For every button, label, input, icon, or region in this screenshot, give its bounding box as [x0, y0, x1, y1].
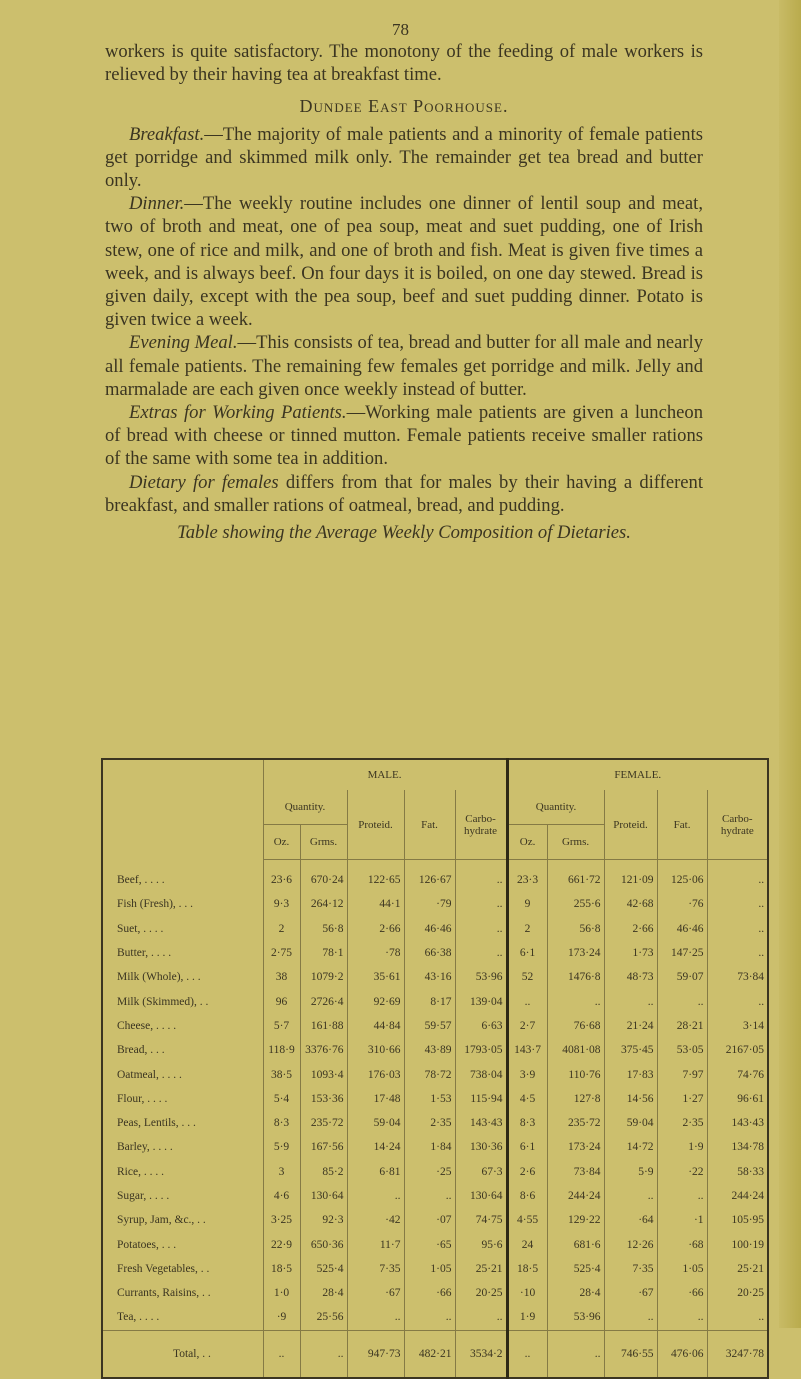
male-cell: 264·12	[300, 892, 347, 916]
male-cell: 14·24	[347, 1135, 404, 1159]
header-blank	[102, 759, 263, 860]
female-cell: 143·7	[507, 1038, 547, 1062]
female-cell: ·67	[604, 1281, 657, 1305]
male-cell: 43·89	[404, 1038, 455, 1062]
male-proteid-header: Proteid.	[347, 790, 404, 860]
male-cell: 130·36	[455, 1135, 507, 1159]
female-cell: 1·73	[604, 941, 657, 965]
male-cell: ..	[455, 860, 507, 893]
row-label: Sugar, . . . .	[117, 1190, 170, 1202]
male-cell: 176·03	[347, 1062, 404, 1086]
intro-paragraph: workers is quite satisfactory. The monotony of the feeding of male workers is relieved by their having tea at breakfast time.	[105, 41, 703, 86]
female-cell: ·64	[604, 1208, 657, 1232]
female-cell: 59·04	[604, 1111, 657, 1135]
male-cell: 7·35	[347, 1257, 404, 1281]
female-cell: ..	[547, 989, 604, 1013]
male-cell: 46·46	[404, 917, 455, 941]
male-cell: ..	[455, 1305, 507, 1330]
male-cell: ..	[347, 1184, 404, 1208]
female-cell: 14·72	[604, 1135, 657, 1159]
female-cell: 21·24	[604, 1014, 657, 1038]
row-label: Fresh Vegetables, . .	[117, 1262, 210, 1275]
male-cell: 115·94	[455, 1087, 507, 1111]
row-label: Currants, Raisins, . .	[117, 1287, 211, 1300]
female-cell: 18·5	[507, 1257, 547, 1281]
female-cell: 52	[507, 965, 547, 989]
female-cell: 143·43	[707, 1111, 768, 1135]
male-cell: 38	[263, 965, 300, 989]
female-cell: 4081·08	[547, 1038, 604, 1062]
table-row	[102, 1305, 768, 1330]
male-quantity-header: Quantity.	[263, 790, 347, 825]
male-cell: ·42	[347, 1208, 404, 1232]
male-cell: 92·69	[347, 989, 404, 1013]
female-cell: 17·83	[604, 1062, 657, 1086]
male-cell: 28·4	[300, 1281, 347, 1305]
female-cell: 24	[507, 1232, 547, 1256]
male-cell: 2·35	[404, 1111, 455, 1135]
row-label: Cheese, . . . .	[117, 1019, 177, 1032]
female-cell: 235·72	[547, 1111, 604, 1135]
row-label: Suet, . . . .	[117, 922, 164, 935]
male-cell: 67·3	[455, 1160, 507, 1184]
male-cell: ·25	[404, 1160, 455, 1184]
male-cell: 235·72	[300, 1111, 347, 1135]
female-cell: ·10	[507, 1281, 547, 1305]
row-label: Tea, . . . .	[117, 1311, 160, 1324]
male-cell: 78·1	[300, 941, 347, 965]
male-cell: 1·53	[404, 1087, 455, 1111]
table-row	[102, 1208, 768, 1232]
table-row	[102, 1087, 768, 1111]
male-cell: 59·57	[404, 1014, 455, 1038]
female-cell: ·1	[657, 1208, 707, 1232]
table-row	[102, 892, 768, 916]
female-cell: 2	[507, 917, 547, 941]
male-cell: 139·04	[455, 989, 507, 1013]
female-cell: 56·8	[547, 917, 604, 941]
male-cell: 525·4	[300, 1257, 347, 1281]
female-cell: 12·26	[604, 1232, 657, 1256]
extras-paragraph	[105, 401, 703, 471]
male-cell: ·65	[404, 1232, 455, 1256]
female-cell: 5·9	[604, 1160, 657, 1184]
female-cell: 8·6	[507, 1184, 547, 1208]
female-cell: 3·14	[707, 1014, 768, 1038]
female-header: FEMALE.	[507, 759, 768, 790]
male-cell: 161·88	[300, 1014, 347, 1038]
female-cell: 74·76	[707, 1062, 768, 1086]
male-cell: ..	[300, 1330, 347, 1378]
female-cell: 3·9	[507, 1062, 547, 1086]
section-heading: Dundee East Poorhouse.	[299, 96, 509, 117]
male-cell: ·67	[347, 1281, 404, 1305]
breakfast-lead: Breakfast.	[129, 123, 205, 145]
male-cell: ..	[347, 1305, 404, 1330]
extras-text: —Working male patients are given a luncheon of bread with cheese or tinned mutton. Female patients receive smaller rations of the same with some tea in addition.	[105, 402, 703, 470]
female-cell: 1·9	[507, 1305, 547, 1330]
dinner-text: —The weekly routine includes one dinner of lentil soup and meat, two of broth and meat, one of pea soup, meat and suet pudding, one of Irish stew, one of rice and milk, and one of broth and fish. Meat is given five times a week, and is always beef. On four days it is boiled, on one day stewed. Bread is given daily, except with the pea soup, beef and suet pudding dinner. Potato is given twice a week.	[105, 193, 703, 331]
female-cell: 244·24	[707, 1184, 768, 1208]
male-cell: 6·63	[455, 1014, 507, 1038]
female-cell: ..	[657, 1184, 707, 1208]
female-cell: 121·09	[604, 860, 657, 893]
male-cell: 66·38	[404, 941, 455, 965]
female-cell: 105·95	[707, 1208, 768, 1232]
male-cell: ..	[455, 892, 507, 916]
male-cell: 8·17	[404, 989, 455, 1013]
female-cell: 661·72	[547, 860, 604, 893]
table-row	[102, 1160, 768, 1184]
body-text	[105, 40, 703, 544]
male-cell: 78·72	[404, 1062, 455, 1086]
table-row	[102, 1111, 768, 1135]
male-cell: ·78	[347, 941, 404, 965]
female-cell: 28·21	[657, 1014, 707, 1038]
female-cell: 7·97	[657, 1062, 707, 1086]
female-cell: 53·96	[547, 1305, 604, 1330]
male-cell: 74·75	[455, 1208, 507, 1232]
table-row	[102, 1135, 768, 1159]
female-cell: ..	[657, 1305, 707, 1330]
male-cell: 85·2	[300, 1160, 347, 1184]
page-edge	[779, 0, 801, 1328]
male-cell: 130·64	[300, 1184, 347, 1208]
female-cell: 76·68	[547, 1014, 604, 1038]
female-cell: 476·06	[657, 1330, 707, 1378]
row-label: Bread, . . .	[117, 1044, 165, 1057]
male-cell: 482·21	[404, 1330, 455, 1378]
male-carbo-header: Carbo-hydrate	[455, 790, 507, 860]
female-cell: 6·1	[507, 941, 547, 965]
row-label: Barley, . . . .	[117, 1141, 173, 1154]
female-cell: 100·19	[707, 1232, 768, 1256]
row-label: Fish (Fresh), . . .	[117, 898, 194, 911]
male-cell: 6·81	[347, 1160, 404, 1184]
row-label: Milk (Skimmed), . .	[117, 995, 209, 1008]
male-cell: 3376·76	[300, 1038, 347, 1062]
male-cell: 1·84	[404, 1135, 455, 1159]
female-cell: 746·55	[604, 1330, 657, 1378]
female-cell: ·68	[657, 1232, 707, 1256]
male-cell: 18·5	[263, 1257, 300, 1281]
females-text: differs from that for males by their having a different breakfast, and smaller rations of oatmeal, bread, and pudding.	[105, 471, 703, 516]
female-cell: 129·22	[547, 1208, 604, 1232]
table-caption: Table showing the Average Weekly Composition of Dietaries.	[177, 522, 631, 544]
female-cell: ..	[707, 1305, 768, 1330]
male-cell: 23·6	[263, 860, 300, 893]
female-cell: 42·68	[604, 892, 657, 916]
male-cell: 3534·2	[455, 1330, 507, 1378]
male-cell: 143·43	[455, 1111, 507, 1135]
male-oz-header: Oz.	[263, 825, 300, 860]
male-cell: 22·9	[263, 1232, 300, 1256]
row-label: Flour, . . . .	[117, 1092, 168, 1105]
evening-text: —This consists of tea, bread and butter for all male and nearly all female patients. The remaining few females get porridge and milk. Jelly and marmalade are each given once weekly instead of butter.	[105, 332, 703, 400]
male-cell: 126·67	[404, 860, 455, 893]
male-cell: 5·4	[263, 1087, 300, 1111]
female-cell: 2167·05	[707, 1038, 768, 1062]
female-cell: 53·05	[657, 1038, 707, 1062]
female-cell: 3247·78	[707, 1330, 768, 1378]
male-cell: 25·56	[300, 1305, 347, 1330]
female-cell: ·22	[657, 1160, 707, 1184]
breakfast-text: —The majority of male patients and a minority of female patients get porridge and skimmed milk only. The remainder get tea bread and butter only.	[105, 123, 703, 192]
male-cell: 153·36	[300, 1087, 347, 1111]
male-cell: ·66	[404, 1281, 455, 1305]
evening-paragraph	[105, 331, 703, 401]
female-cell: 173·24	[547, 1135, 604, 1159]
male-cell: 95·6	[455, 1232, 507, 1256]
male-grms-header: Grms.	[300, 825, 347, 860]
female-carbo-header: Carbo-hydrate	[707, 790, 768, 860]
female-cell: 2·35	[657, 1111, 707, 1135]
female-grms-header: Grms.	[547, 825, 604, 860]
female-cell: 125·06	[657, 860, 707, 893]
male-cell: 4·6	[263, 1184, 300, 1208]
total-row	[102, 1330, 768, 1378]
evening-lead: Evening Meal.	[129, 332, 238, 354]
females-lead: Dietary for females	[129, 471, 279, 493]
female-cell: ..	[707, 989, 768, 1013]
female-cell: 25·21	[707, 1257, 768, 1281]
female-cell: 2·6	[507, 1160, 547, 1184]
male-cell: 1793·05	[455, 1038, 507, 1062]
dietary-table	[101, 758, 769, 1379]
male-cell: 2726·4	[300, 989, 347, 1013]
row-label: Potatoes, . . .	[117, 1238, 177, 1251]
male-cell: 43·16	[404, 965, 455, 989]
female-cell: 681·6	[547, 1232, 604, 1256]
male-cell: 44·1	[347, 892, 404, 916]
female-cell: 6·1	[507, 1135, 547, 1159]
male-cell: 92·3	[300, 1208, 347, 1232]
male-cell: 53·96	[455, 965, 507, 989]
male-cell: 2	[263, 917, 300, 941]
female-cell: 173·24	[547, 941, 604, 965]
row-label: Beef, . . . .	[117, 873, 165, 886]
female-cell: ..	[604, 1184, 657, 1208]
female-cell: 14·56	[604, 1087, 657, 1111]
female-cell: 9	[507, 892, 547, 916]
female-cell: 1·9	[657, 1135, 707, 1159]
female-cell: 28·4	[547, 1281, 604, 1305]
female-cell: ..	[707, 860, 768, 893]
female-cell: 20·25	[707, 1281, 768, 1305]
table-row	[102, 989, 768, 1013]
female-oz-header: Oz.	[507, 825, 547, 860]
female-cell: ·66	[657, 1281, 707, 1305]
male-cell: ..	[455, 941, 507, 965]
page-number: 78	[392, 20, 409, 39]
females-paragraph	[105, 471, 703, 517]
female-cell: 134·78	[707, 1135, 768, 1159]
table-row	[102, 941, 768, 965]
female-cell: 23·3	[507, 860, 547, 893]
table-row	[102, 1014, 768, 1038]
female-cell: 73·84	[707, 965, 768, 989]
male-cell: 1·0	[263, 1281, 300, 1305]
table-row	[102, 1062, 768, 1086]
table-row	[102, 1281, 768, 1305]
male-cell: ..	[455, 917, 507, 941]
row-label: Oatmeal, . . . .	[117, 1068, 182, 1081]
male-cell: 947·73	[347, 1330, 404, 1378]
male-cell: 3·25	[263, 1208, 300, 1232]
female-cell: 127·8	[547, 1087, 604, 1111]
male-cell: 5·7	[263, 1014, 300, 1038]
male-cell: 38·5	[263, 1062, 300, 1086]
female-cell: 525·4	[547, 1257, 604, 1281]
male-cell: 122·65	[347, 860, 404, 893]
male-cell: 650·36	[300, 1232, 347, 1256]
male-cell: ..	[404, 1184, 455, 1208]
female-cell: 375·45	[604, 1038, 657, 1062]
female-cell: 244·24	[547, 1184, 604, 1208]
female-fat-header: Fat.	[657, 790, 707, 860]
male-cell: 670·24	[300, 860, 347, 893]
table-row	[102, 1184, 768, 1208]
female-cell: ..	[707, 941, 768, 965]
row-label: Rice, . . . .	[117, 1165, 164, 1178]
female-cell: 147·25	[657, 941, 707, 965]
male-cell: ·79	[404, 892, 455, 916]
female-cell: 1·27	[657, 1087, 707, 1111]
female-cell: 1·05	[657, 1257, 707, 1281]
male-cell: ·07	[404, 1208, 455, 1232]
male-cell: 3	[263, 1160, 300, 1184]
row-label: Syrup, Jam, &c., . .	[117, 1214, 206, 1227]
female-cell: 7·35	[604, 1257, 657, 1281]
male-cell: 310·66	[347, 1038, 404, 1062]
female-cell: ..	[707, 892, 768, 916]
male-cell: 130·64	[455, 1184, 507, 1208]
male-cell: 59·04	[347, 1111, 404, 1135]
female-cell: 255·6	[547, 892, 604, 916]
table-row	[102, 917, 768, 941]
extras-lead: Extras for Working Patients.	[129, 402, 347, 424]
female-cell: 4·55	[507, 1208, 547, 1232]
male-cell: 25·21	[455, 1257, 507, 1281]
female-cell: 73·84	[547, 1160, 604, 1184]
male-cell: 20·25	[455, 1281, 507, 1305]
male-cell: ..	[263, 1330, 300, 1378]
female-cell: 110·76	[547, 1062, 604, 1086]
male-cell: ..	[404, 1305, 455, 1330]
male-fat-header: Fat.	[404, 790, 455, 860]
male-cell: ·9	[263, 1305, 300, 1330]
female-cell: ..	[707, 917, 768, 941]
dinner-lead: Dinner.	[129, 193, 185, 215]
male-cell: 44·84	[347, 1014, 404, 1038]
row-label: Butter, . . . .	[117, 947, 172, 960]
male-cell: 5·9	[263, 1135, 300, 1159]
female-cell: 58·33	[707, 1160, 768, 1184]
row-label: Peas, Lentils, . . .	[117, 1117, 196, 1130]
female-cell: 59·07	[657, 965, 707, 989]
male-cell: 1079·2	[300, 965, 347, 989]
female-cell: ..	[547, 1330, 604, 1378]
female-cell: ..	[604, 989, 657, 1013]
male-cell: 11·7	[347, 1232, 404, 1256]
breakfast-paragraph	[105, 123, 703, 193]
row-label: Milk (Whole), . . .	[117, 971, 201, 984]
male-cell: 2·66	[347, 917, 404, 941]
female-cell: 4·5	[507, 1087, 547, 1111]
table-row	[102, 860, 768, 893]
male-cell: 8·3	[263, 1111, 300, 1135]
table-row	[102, 1038, 768, 1062]
male-cell: 17·48	[347, 1087, 404, 1111]
male-cell: 118·9	[263, 1038, 300, 1062]
male-cell: 9·3	[263, 892, 300, 916]
male-cell: 56·8	[300, 917, 347, 941]
female-cell: ·76	[657, 892, 707, 916]
male-cell: 738·04	[455, 1062, 507, 1086]
female-cell: 2·66	[604, 917, 657, 941]
female-cell: ..	[507, 1330, 547, 1378]
male-cell: 2·75	[263, 941, 300, 965]
female-quantity-header: Quantity.	[507, 790, 604, 825]
male-cell: 1·05	[404, 1257, 455, 1281]
female-proteid-header: Proteid.	[604, 790, 657, 860]
female-cell: 46·46	[657, 917, 707, 941]
female-cell: ..	[657, 989, 707, 1013]
table-row	[102, 965, 768, 989]
female-cell: ..	[604, 1305, 657, 1330]
dinner-paragraph	[105, 192, 703, 331]
table-row	[102, 1232, 768, 1256]
table-row	[102, 1257, 768, 1281]
female-cell: ..	[507, 989, 547, 1013]
female-cell: 1476·8	[547, 965, 604, 989]
male-cell: 35·61	[347, 965, 404, 989]
male-header: MALE.	[263, 759, 507, 790]
male-cell: 96	[263, 989, 300, 1013]
female-cell: 48·73	[604, 965, 657, 989]
female-cell: 8·3	[507, 1111, 547, 1135]
male-cell: 1093·4	[300, 1062, 347, 1086]
row-label: Total, . .	[102, 1330, 263, 1378]
female-cell: 96·61	[707, 1087, 768, 1111]
female-cell: 2·7	[507, 1014, 547, 1038]
male-cell: 167·56	[300, 1135, 347, 1159]
